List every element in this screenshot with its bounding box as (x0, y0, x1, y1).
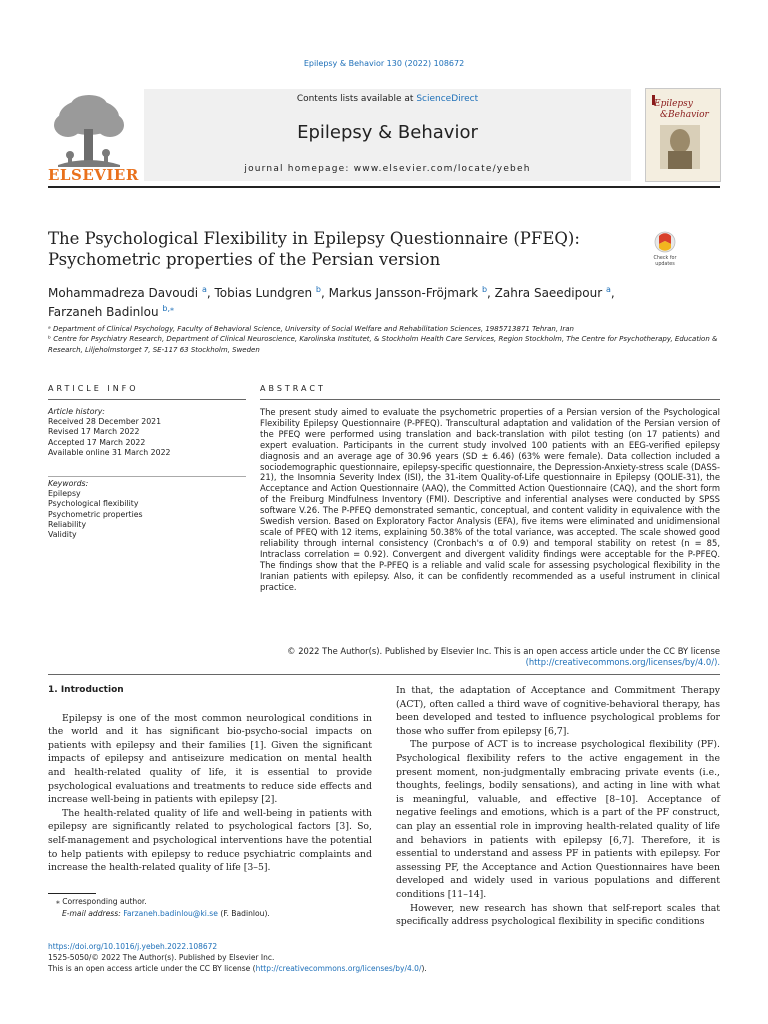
journal-title: Epilepsy & Behavior (297, 122, 478, 143)
body-paragraph: The purpose of ACT is to increase psychological flexibility (PF). Psychological flexibility refers to the active engagement in the present moment, non-judgmentally embracing private events (i.e., thoughts, feelings, bodily sensations), and acting in line with what is meaningful, valuable, and effective [8–10]. Acceptance of negative feelings and emotions, which is a part of the PF construct, can play an essential role in improving health-related quality of life and behaviors in patients with epilepsy [6,7]. Therefore, it is essential to understand and assess PF in patients with epilepsy. For assessing PF, the Acceptance and Action Questionnaires have been developed and widely used in various populations and different conditions [11–14]. (396, 739, 720, 900)
affiliation-b: ᵇ Centre for Psychiatry Research, Department of Clinical Neuroscience, Karolinska Institutet, & Stockholm Health Care Services, Region Stockholm, The Centre for Psychotherapy, Education & Research, Liljeholmstorget 7, SE-117 63 Stockholm, Sweden (48, 335, 718, 354)
keywords-list (48, 479, 246, 540)
author-name[interactable]: Tobias Lundgren (214, 286, 313, 300)
author-affiliation-marker[interactable]: a (201, 285, 207, 294)
email-link[interactable]: Farzaneh.badinlou@ki.se (123, 909, 218, 918)
contents-line (144, 94, 631, 104)
sciencedirect-link[interactable]: ScienceDirect (416, 94, 479, 104)
article-history-label: Article history: (48, 407, 105, 416)
history-item: Received 28 December 2021 (48, 417, 162, 427)
keyword-item: Epilepsy (48, 489, 81, 499)
corresponding-email-note (62, 908, 386, 919)
history-item: Available online 31 March 2022 (48, 447, 171, 457)
abstract-heading: ABSTRACT (260, 384, 326, 393)
abstract-copyright (260, 646, 720, 668)
check-label-line1: Check for (653, 256, 677, 261)
article-title-line2: Psychometric properties of the Persian version (48, 250, 441, 269)
oa-suffix: ). (421, 964, 427, 973)
author-affiliation-marker[interactable]: a (605, 285, 611, 294)
oa-license-link[interactable]: http://creativecommons.org/licenses/by/4.0/ (255, 964, 422, 973)
body-paragraph: However, new research has shown that self-report scales that specifically address psychological flexibility in specific conditions (396, 902, 720, 928)
article-title (48, 228, 638, 270)
journal-reference[interactable]: Epilepsy & Behavior 130 (2022) 108672 (303, 59, 465, 68)
copyright-text: © 2022 The Author(s). Published by Elsevier Inc. This is an open access article under the CC BY license (287, 646, 720, 656)
email-label: E-mail address: (62, 909, 124, 918)
journal-homepage[interactable]: journal homepage: www.elsevier.com/locate/yebeh (244, 164, 531, 174)
cover-title-line2: &Behavior (660, 110, 709, 120)
author-list: Mohammadreza Davoudi $^a$, Tobias Lundgren $^b$, Markus Jansson-Fröjmark $^b$, Zahra Saeedipour $^a$, Farzaneh Badinlou $^{b,⁎}$ (48, 285, 615, 319)
body-paragraph: In that, the adaptation of Acceptance and Commitment Therapy (ACT), often called a third wave of cognitive-behavioral therapy, has been developed and tested to influence psychological problems for those who suffer from epilepsy [6,7]. (396, 685, 720, 737)
body-left-column (48, 684, 372, 875)
author-affiliation-marker[interactable]: b,⁎ (162, 304, 175, 313)
issn-line: 1525-5050/© 2022 The Author(s). Published by Elsevier Inc. (48, 953, 275, 962)
masthead-rule (48, 186, 720, 188)
keyword-item: Reliability (48, 519, 87, 529)
history-item: Accepted 17 March 2022 (48, 437, 146, 447)
email-suffix: (F. Badinlou). (217, 909, 270, 918)
author-affiliation-marker[interactable]: b (315, 285, 321, 294)
contents-prefix: Contents lists available at (296, 94, 417, 104)
body-paragraph: Epilepsy is one of the most common neurological conditions in the world and it has significant bio-psycho-social impacts on patients with epilepsy and their families [1]. Given the significant impacts of epilepsy and antiseizure medication on mental health and health-related quality of life, it is essential to provide psychological evaluations and treatments to reduce side effects and increase well-being in patients with epilepsy [2]. (48, 712, 372, 806)
abstract-bottom-rule (48, 674, 720, 675)
license-link[interactable]: (http://creativecommons.org/licenses/by/4.0/). (525, 656, 720, 667)
author-name[interactable]: Markus Jansson-Fröjmark (328, 286, 479, 300)
article-info-rule (48, 399, 246, 400)
check-for-updates-label[interactable] (646, 256, 684, 268)
corresponding-author-note: ⁎ Corresponding author. (56, 897, 147, 906)
abstract-rule (260, 399, 720, 400)
affiliation-a: ᵃ Department of Clinical Psychology, Faculty of Behavioral Science, University of Social Welfare and Rehabilitation Sciences, 1985713871 Tehran, Iran (48, 325, 574, 333)
doi-link[interactable]: https://doi.org/10.1016/j.yebeh.2022.108672 (48, 942, 218, 951)
cover-title-line1: Epilepsy (654, 99, 693, 109)
article-title-line1: The Psychological Flexibility in Epilepsy Questionnaire (PFEQ): (48, 229, 580, 248)
history-item: Revised 17 March 2022 (48, 427, 140, 437)
keywords-label: Keywords: (48, 479, 89, 488)
keyword-item: Psychological flexibility (48, 499, 139, 509)
keyword-item: Validity (48, 530, 77, 540)
abstract-text: The present study aimed to evaluate the psychometric properties of a Persian version of the Psychological Flexibility Epilepsy Questionnaire (P-PFEQ). Transcultural adaptation and validation of the Persian version of the PFEQ were performed using translation and back-translation with pilot testing (on 17 patients) and expert evaluation. Participants in the current study involved 100 patients with an EEG-verified epilepsy diagnosis and an average age of 30.96 years (SD ± 6.46) (63% were female). Data collection included a sociodemographic questionnaire, epilepsy-specific questionnaire, the Depression-Anxiety-stress scale (DASS-21), the Insomnia Severity Index (ISI), the 31-item Quality-of-Life questionnaire in Epilepsy (QOLIE-31), the Acceptance and Action Questionnaire (AAQ), the Committed Action Questionnaire (CAQ), and the short form of the Freiburg Mindfulness Inventory (FMI). Descriptive and inferential analyses were conducted by SPSS software V.26. The P-PFEQ demonstrated semantic, conceptual, and content validity in equivalence with the Swedish version. Based on Exploratory Factor Analysis (EFA), five items were eliminated and unidimensional scale of PFEQ with 12 items, explaining 50.38% of the total variance, was accepted. The scale showed good reliability through internal consistency (Cronbach's α of 0.9) and temporal stability on retest (n = 85, Intraclass correlation = 0.92). Convergent and divergent validity findings were acceptable for the P-PFEQ. The findings show that the P-PFEQ is a reliable and valid scale for assessing psychological flexibility in the Iranian patients with epilepsy. Also, it can be confidently recommended as a useful instrument in clinical practice. (260, 407, 720, 592)
body-right-column (396, 684, 720, 929)
body-paragraph: The health-related quality of life and well-being in patients with epilepsy are significantly related to psychological factors [3]. So, self-management and psychological interventions have the potential to help patients with epilepsy to reduce psychiatric complaints and increase the health-related quality of life [3–5]. (48, 807, 372, 874)
publisher-name: ELSEVIER (48, 166, 139, 184)
check-label-line2: updates (655, 262, 675, 267)
oa-prefix: This is an open access article under the CC BY license ( (48, 964, 256, 973)
keyword-item: Psychometric properties (48, 509, 143, 519)
open-access-line (48, 964, 720, 975)
section-heading-introduction: 1. Introduction (48, 685, 124, 695)
author-name[interactable]: Mohammadreza Davoudi (48, 286, 199, 300)
author-affiliation-marker[interactable]: b (481, 285, 488, 294)
article-info-heading: ARTICLE INFO (48, 384, 139, 393)
footnote-rule (48, 893, 96, 894)
keywords-rule (48, 476, 246, 477)
author-name[interactable]: Zahra Saeedipour (494, 286, 603, 300)
article-history (48, 407, 246, 458)
author-name[interactable]: Farzaneh Badinlou (48, 305, 159, 319)
